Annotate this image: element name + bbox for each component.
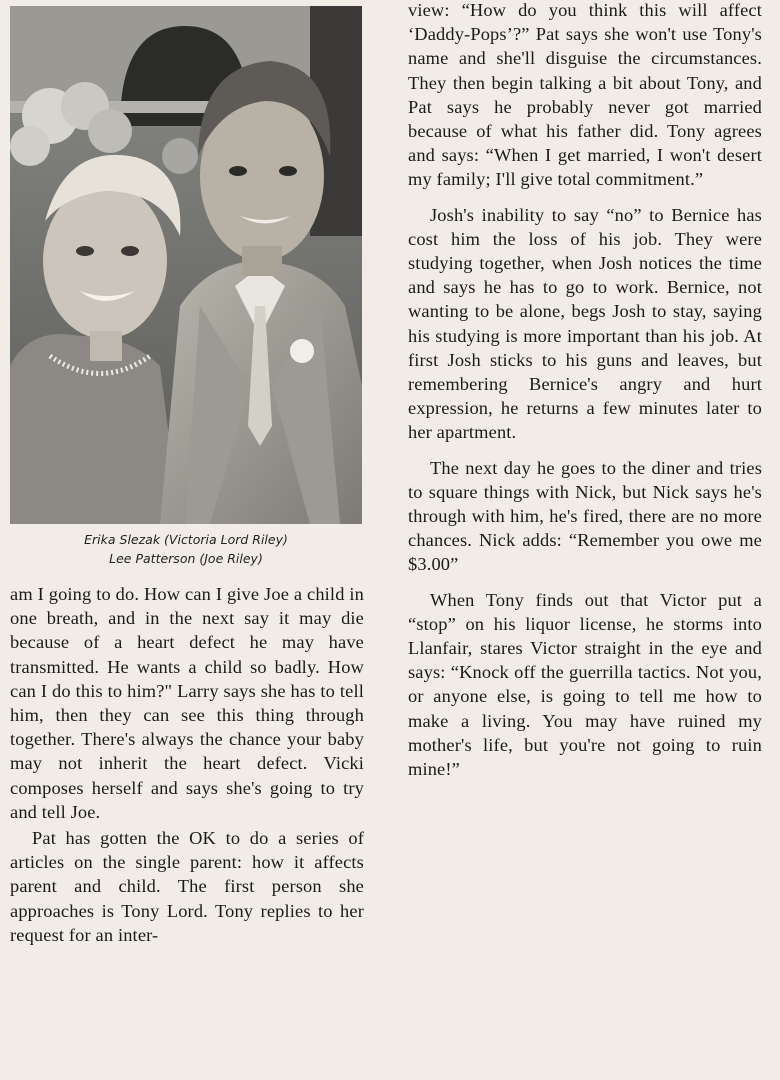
left-column <box>10 582 364 947</box>
right-paragraph-3: The next day he goes to the diner and tries to square things with Nick, but Nick says he's through with him, he's fired, there are no more chances. Nick adds: “Remember you owe me $3.00” <box>408 457 762 575</box>
right-paragraph-1: view: “How do you think this will affect ‘Daddy-Pops’?” Pat says she won't use Tony's name and she'll disguise the circumstances. They then begin talking a bit about Tony, and Pat says he probably never got married because of what his father did. Tony agrees and says: “When I get married, I won't desert my family; I'll give total commitment.” <box>408 0 762 190</box>
right-paragraph-2: Josh's inability to say “no” to Bernice has cost him the loss of his job. They were studying together, when Josh notices the time and says he has to go to work. Bernice, not wanting to be alone, begs Josh to stay, saying his studying is more important than his job. At first Josh sticks to his guns and leaves, but remembering Bernice's angry and hurt expression, he returns a few minutes later to her apartment. <box>408 204 762 443</box>
right-column <box>408 0 762 781</box>
photo-illustration <box>10 6 362 524</box>
photo-caption <box>10 530 362 568</box>
left-paragraph-2: Pat has gotten the OK to do a series of articles on the single parent: how it affects parent and child. The first person she approaches is Tony Lord. Tony replies to her request for an inter- <box>10 828 364 945</box>
left-paragraph-1: am I going to do. How can I give Joe a child in one breath, and in the next say it may die because of a heart defect he may have transmitted. He wants a child so badly. How can I do this to him?" Larry says she has to tell him, then they can see this thing through together. There's always the chance your baby may not inherit the heart defect. Vicki composes herself and says she's going to try and tell Joe. <box>10 584 364 822</box>
right-paragraph-4: When Tony finds out that Victor put a “stop” on his liquor license, he storms into Llanfair, stares Victor straight in the eye and says: “Knock off the guerrilla tactics. Not you, or anyone else, is going to tell me how to make a living. You may have ruined my mother's life, but you're not going to ruin mine!” <box>408 589 762 780</box>
caption-line-1: Erika Slezak (Victoria Lord Riley) <box>84 532 288 547</box>
caption-line-2: Lee Patterson (Joe Riley) <box>109 551 263 566</box>
photo-erika-slezak-lee-patterson <box>10 6 362 524</box>
